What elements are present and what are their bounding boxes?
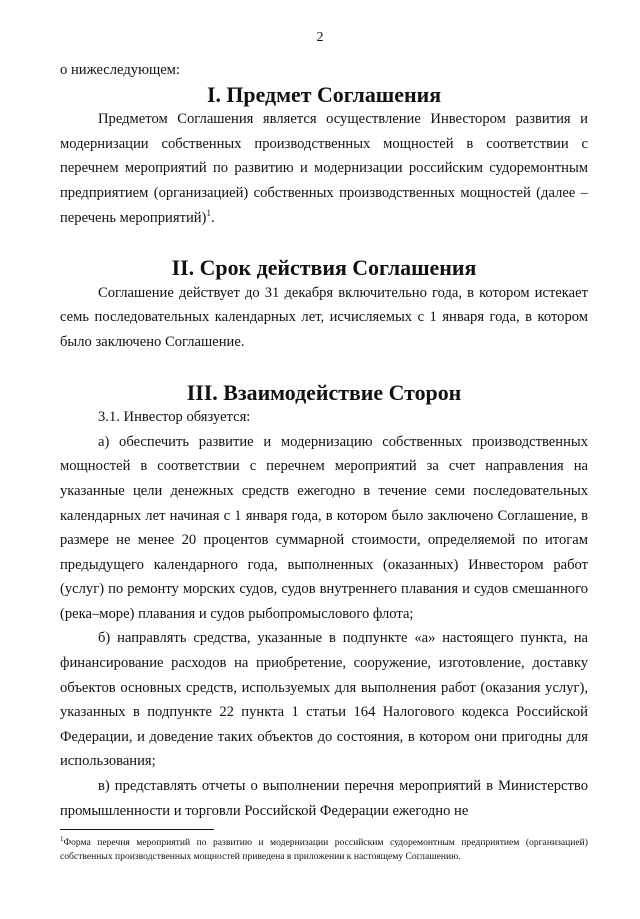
- footnote: [60, 836, 588, 864]
- section-2-paragraph: Соглашение действует до 31 декабря включительно года, в котором истекает семь последовательных календарных лет, исчисляемых с 1 января года, в котором было заключено Соглашение.: [60, 284, 588, 350]
- clause-3-1: 3.1. Инвестор обязуется:: [98, 409, 251, 426]
- clause-3-1-v: в) представлять отчеты о выполнении перечня мероприятий в Министерство промышленности и торговли Российской Федерации ежегодно не: [60, 778, 588, 819]
- document-body: [60, 58, 588, 823]
- page-number: 2: [316, 30, 324, 45]
- section-1-paragraph: [60, 107, 588, 230]
- section-3-heading: III. Взаимодействие Сторон: [186, 379, 462, 405]
- section-2-heading: II. Срок действия Соглашения: [171, 255, 477, 281]
- clause-3-1-a: а) обеспечить развитие и модернизацию собственных производственных мощностей в соответствии с перечнем мероприятий за счет направления на указанные цели денежных средств ежегодно в течение семи последовательных календарных лет начиная с 1 января года, в котором было заключено Соглашение, в размере не менее 20 процентов суммарной стоимости, определяемой по итогам предыдущего календарного года, выполненных (оказанных) Инвестором работ (услуг) по ремонту морских судов, судов внутреннего плавания и судов смешанного (река–море) плавания и судов рыбопромыслового флота;: [60, 433, 588, 622]
- clause-3-1-b: б) направлять средства, указанные в подпункте «а» настоящего пункта, на финансирование расходов на приобретение, сооружение, изготовление, доставку объектов основных средств, используемых для выполнения работ (оказания услуг), указанных в подпункте 22 пункта 1 статьи 164 Налогового кодекса Российской Федерации, и доведение таких объектов до состояния, в котором они пригодны для использования;: [60, 630, 588, 770]
- intro-line: о нижеследующем:: [60, 62, 180, 78]
- section-1-text: Предметом Соглашения является осуществление Инвестором развития и модернизации собственных производственных мощностей в соответствии с перечнем мероприятий по развитию и модернизации российским судоремонтным предприятием (организацией) собственных производственных мощностей (далее – перечень мероприятий): [60, 111, 588, 226]
- footnote-text: Форма перечня мероприятий по развитию и модернизации российским судоремонтным предприятием (организацией) собственных производственных мощностей приведена в приложении к настоящему Соглашению.: [60, 837, 588, 862]
- footnote-reference: 1: [206, 207, 211, 218]
- section-1-heading: I. Предмет Соглашения: [206, 81, 442, 107]
- section-1-text-end: .: [210, 209, 215, 226]
- footnote-marker: 1: [60, 834, 64, 843]
- footnote-divider: [60, 829, 214, 830]
